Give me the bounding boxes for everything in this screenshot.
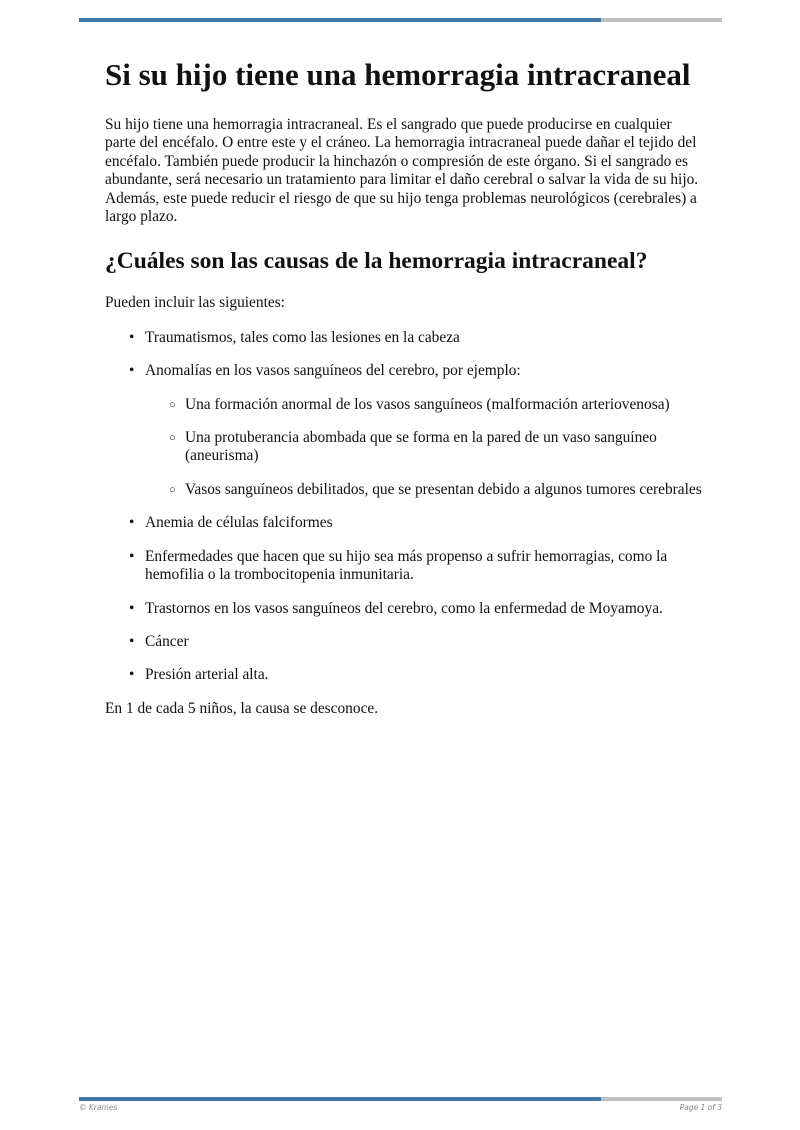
circle-bullet-icon: ○ — [169, 483, 176, 496]
bullet-icon: • — [129, 547, 135, 565]
sub-list-item: ○ Vasos sanguíneos debilitados, que se presentan debido a algunos tumores cerebrales — [169, 480, 702, 498]
document-content — [105, 56, 705, 736]
page-title: Si su hijo tiene una hemorragia intracraneal — [105, 57, 691, 92]
header-bar-track — [601, 18, 722, 22]
page-footer — [79, 1103, 722, 1112]
copyright-text: © Krames — [79, 1103, 118, 1112]
footer-bar-track — [601, 1097, 722, 1101]
list-item: • Cáncer — [129, 632, 189, 650]
list-item: • Presión arterial alta. — [129, 666, 269, 684]
bullet-icon: • — [129, 666, 135, 684]
bullet-icon: • — [129, 599, 135, 617]
list-item: • Anemia de células falciformes — [129, 514, 333, 532]
sub-list-item: ○ Una formación anormal de los vasos sanguíneos (malformación arteriovenosa) — [169, 395, 670, 413]
bullet-icon: • — [129, 328, 135, 346]
circle-bullet-icon: ○ — [169, 398, 176, 411]
bullet-icon: • — [129, 632, 135, 650]
list-item: • Trastornos en los vasos sanguíneos del cerebro, como la enfermedad de Moyamoya. — [129, 599, 663, 617]
bullet-icon: • — [129, 362, 135, 380]
page-number: Page 1 of 3 — [679, 1103, 722, 1112]
intro-paragraph: Su hijo tiene una hemorragia intracraneal. Es el sangrado que puede producirse en cualquier parte del encéfalo. O entre este y el cráneo. La hemorragia intracraneal puede dañar el tejido del encéfalo. También puede producir la hinchazón o compresión de este órgano. Si el sangrado es abundante, será necesario un tratamiento para limitar el daño cerebral o salvar la vida de su hijo. Además, este puede reducir el riesgo de que su hijo tenga problemas neurológicos (cerebrales) a largo plazo. — [105, 116, 699, 226]
causes-lead: Pueden incluir las siguientes: — [105, 294, 285, 312]
list-item: • Traumatismos, tales como las lesiones en la cabeza — [129, 328, 460, 346]
vessel-anomalies-sublist — [145, 396, 705, 500]
circle-bullet-icon: ○ — [169, 432, 176, 445]
closing-paragraph: En 1 de cada 5 niños, la causa se desconoce. — [105, 699, 379, 717]
footer-progress-bar — [79, 1097, 722, 1101]
header-bar-accent — [79, 18, 601, 22]
sub-list-item: ○ Una protuberancia abombada que se forma en la pared de un vaso sanguíneo (aneurisma) — [169, 429, 657, 465]
header-progress-bar — [79, 18, 722, 22]
list-item: • Anomalías en los vasos sanguíneos del cerebro, por ejemplo: ○ Una formación anormal de los vasos sanguíneos (malformación arteriovenosa) ○ Una protuberancia abombada que se forma en la pared de un vaso sanguíneo (aneurisma) ○ Vasos sanguíneos debilitados, que se presentan debido a algunos tumores cerebrales — [105, 362, 705, 499]
section-heading-causes: ¿Cuáles son las causas de la hemorragia intracraneal? — [105, 248, 648, 275]
causes-list — [105, 329, 705, 685]
list-item: • Enfermedades que hacen que su hijo sea más propenso a sufrir hemorragias, como la hemofilia o la trombocitopenia inmunitaria. — [129, 547, 668, 584]
footer-bar-accent — [79, 1097, 601, 1101]
bullet-icon: • — [129, 514, 135, 532]
